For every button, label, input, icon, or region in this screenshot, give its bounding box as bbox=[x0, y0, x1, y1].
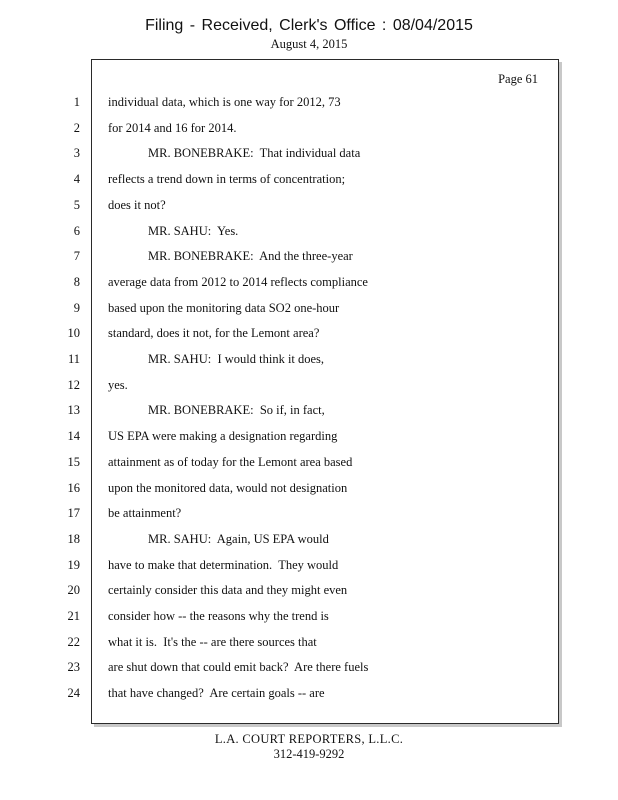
line-number: 9 bbox=[73, 300, 80, 315]
line-number: 12 bbox=[67, 377, 80, 392]
line-text: MR. BONEBRAKE: So if, in fact, bbox=[148, 403, 325, 418]
line-number: 20 bbox=[67, 583, 80, 598]
transcript-line bbox=[0, 326, 618, 346]
line-text: MR. BONEBRAKE: That individual data bbox=[148, 146, 361, 161]
line-number: 21 bbox=[67, 609, 80, 623]
transcript-line bbox=[0, 198, 618, 218]
line-text: are shut down that could emit back? Are there fuels bbox=[108, 660, 369, 675]
line-text: average data from 2012 to 2014 reflects compliance bbox=[108, 274, 368, 289]
line-text: reflects a trend down in terms of concentration; bbox=[108, 172, 346, 187]
line-text: MR. SAHU: Again, US EPA would bbox=[148, 531, 329, 546]
line-number: 1 bbox=[73, 95, 80, 109]
line-text: consider how -- the reasons why the trend is bbox=[108, 609, 329, 623]
transcript-line bbox=[0, 352, 618, 372]
line-text: be attainment? bbox=[108, 506, 182, 521]
transcript-line bbox=[0, 378, 618, 398]
line-number: 14 bbox=[67, 429, 80, 444]
transcript-line bbox=[0, 275, 618, 295]
transcript-line bbox=[0, 121, 618, 141]
transcript-line bbox=[0, 224, 618, 244]
transcript-line bbox=[0, 558, 618, 578]
line-number: 11 bbox=[67, 352, 80, 366]
line-number: 8 bbox=[73, 274, 80, 289]
line-number: 6 bbox=[73, 223, 80, 238]
line-text: attainment as of today for the Lemont area based bbox=[108, 454, 353, 469]
transcript-line bbox=[0, 249, 618, 269]
line-number: 7 bbox=[73, 249, 80, 264]
transcript-line bbox=[0, 686, 618, 706]
line-number: 5 bbox=[73, 197, 80, 212]
line-text: certainly consider this data and they might even bbox=[108, 583, 348, 598]
line-text: that have changed? Are certain goals -- are bbox=[108, 686, 325, 701]
line-number: 15 bbox=[67, 454, 80, 469]
line-number: 2 bbox=[73, 120, 80, 135]
line-number: 17 bbox=[67, 506, 80, 521]
line-text: MR. SAHU: I would think it does, bbox=[148, 352, 325, 366]
line-number: 16 bbox=[67, 480, 80, 495]
line-text: have to make that determination. They would bbox=[108, 557, 339, 572]
line-number: 18 bbox=[67, 531, 80, 546]
line-text: yes. bbox=[108, 377, 128, 392]
line-text: individual data, which is one way for 2012, 73 bbox=[108, 95, 341, 109]
transcript-line bbox=[0, 506, 618, 526]
reporter-company: L.A. COURT REPORTERS, L.L.C. bbox=[214, 732, 404, 746]
transcript-line bbox=[0, 660, 618, 680]
transcript-line bbox=[0, 481, 618, 501]
reporter-phone: 312-419-9292 bbox=[273, 747, 345, 761]
line-number: 23 bbox=[67, 660, 80, 675]
line-text: US EPA were making a designation regarding bbox=[108, 429, 338, 444]
line-text: based upon the monitoring data SO2 one-hour bbox=[108, 300, 340, 315]
line-text: MR. SAHU: Yes. bbox=[148, 223, 239, 238]
line-text: what it is. It's the -- are there sources that bbox=[108, 634, 317, 649]
transcript-date: August 4, 2015 bbox=[270, 37, 348, 51]
line-text: does it not? bbox=[108, 197, 166, 212]
line-text: MR. BONEBRAKE: And the three-year bbox=[148, 249, 353, 264]
line-number: 22 bbox=[67, 634, 80, 649]
transcript-line bbox=[0, 583, 618, 603]
filing-stamp: Filing - Received, Clerk's Office : 08/04/2015 bbox=[145, 17, 473, 34]
line-number: 3 bbox=[73, 146, 80, 161]
page-number: Page 61 bbox=[498, 72, 538, 86]
transcript-line bbox=[0, 455, 618, 475]
transcript-line bbox=[0, 635, 618, 655]
line-text: upon the monitored data, would not designation bbox=[108, 480, 348, 495]
line-number: 10 bbox=[67, 326, 80, 341]
transcript-line bbox=[0, 172, 618, 192]
transcript-line bbox=[0, 609, 618, 629]
line-number: 13 bbox=[67, 403, 80, 418]
line-number: 4 bbox=[73, 172, 80, 187]
transcript-line bbox=[0, 146, 618, 166]
line-text: for 2014 and 16 for 2014. bbox=[108, 120, 237, 135]
transcript-line bbox=[0, 95, 618, 115]
line-number: 19 bbox=[67, 557, 80, 572]
transcript-line bbox=[0, 301, 618, 321]
transcript-line bbox=[0, 403, 618, 423]
line-text: standard, does it not, for the Lemont area? bbox=[108, 326, 320, 341]
transcript-line bbox=[0, 429, 618, 449]
line-number: 24 bbox=[67, 686, 80, 701]
transcript-line bbox=[0, 532, 618, 552]
